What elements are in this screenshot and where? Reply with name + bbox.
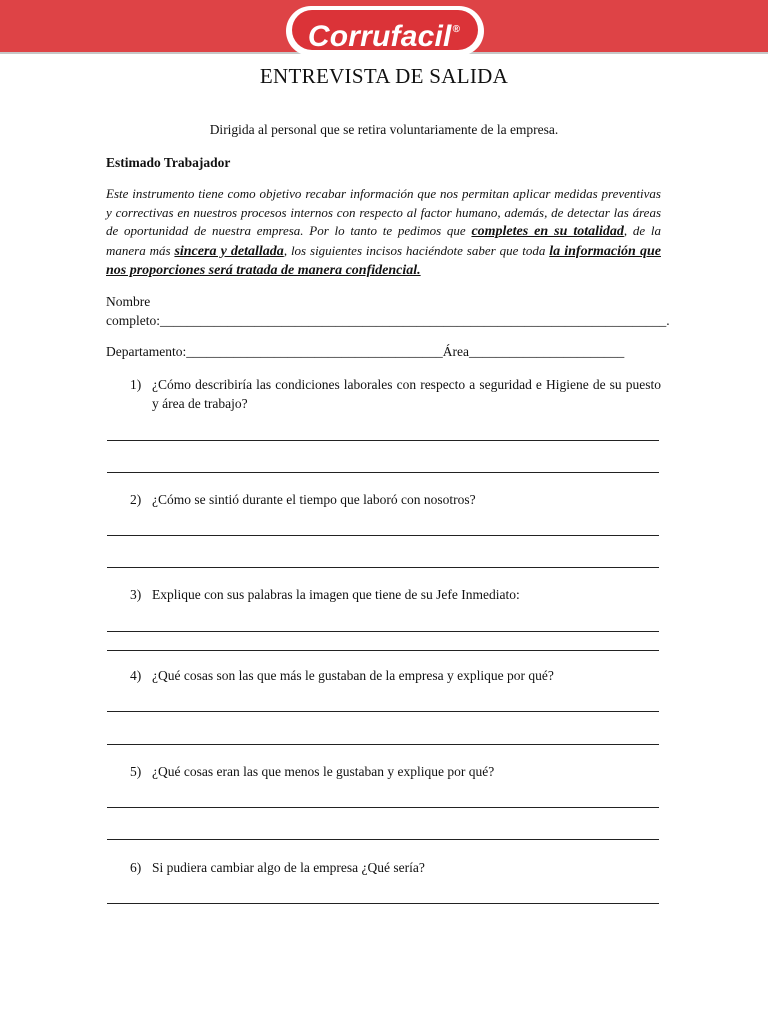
brand-logo <box>286 6 484 56</box>
department-label: Departamento: <box>106 344 187 359</box>
answer-line-2a[interactable] <box>107 535 659 536</box>
answer-line-4b[interactable] <box>107 744 659 745</box>
intro-text-1: Este instrumento tiene como objetivo recabar información que nos permitan aplicar medidas preventivas y correctivas en nuestros procesos internos con respecto al factor humano, además, de detectar las áreas de oportunidad de nuestra empresa. Por lo tanto te pedimos que <box>106 186 661 238</box>
question-number: 5) <box>130 764 142 779</box>
question-2 <box>130 490 661 509</box>
intro-emphasis-1: completes en su totalidad <box>471 224 624 239</box>
intro-emphasis-2: sincera y detallada <box>174 243 284 259</box>
area-blank[interactable]: _______________________ <box>468 344 625 359</box>
registered-mark: ® <box>452 24 461 35</box>
question-text: ¿Qué cosas eran las que menos le gustaban y explique por qué? <box>152 764 495 779</box>
question-3 <box>130 585 661 604</box>
answer-line-3a[interactable] <box>107 631 659 632</box>
answer-line-2b[interactable] <box>107 567 659 568</box>
greeting: Estimado Trabajador <box>106 155 231 170</box>
document-subtitle: Dirigida al personal que se retira voluntariamente de la empresa. <box>209 122 559 137</box>
department-area-row <box>106 344 624 360</box>
answer-line-6a[interactable] <box>107 903 659 904</box>
name-field[interactable] <box>106 292 670 330</box>
question-number: 4) <box>130 668 142 683</box>
question-5 <box>130 762 661 781</box>
question-text: ¿Qué cosas son las que más le gustaban de la empresa y explique por qué? <box>152 668 554 683</box>
intro-paragraph <box>106 185 661 281</box>
question-text: Si pudiera cambiar algo de la empresa ¿Qué sería? <box>152 860 425 875</box>
question-number: 6) <box>130 860 142 875</box>
brand-logo-badge <box>292 10 478 53</box>
answer-line-1a[interactable] <box>107 440 659 441</box>
name-label-line1: Nombre <box>106 294 151 309</box>
question-6 <box>130 858 661 877</box>
intro-text-2: , de la manera más <box>106 223 662 258</box>
name-blank[interactable]: ___________________________________________________________________________. <box>160 313 670 328</box>
department-blank[interactable]: ______________________________________ <box>186 344 443 359</box>
question-1 <box>130 375 661 413</box>
area-label: Área <box>442 344 469 359</box>
answer-line-3b[interactable] <box>107 650 659 651</box>
brand-name: Corrufacil <box>307 20 452 53</box>
answer-line-5b[interactable] <box>107 839 659 840</box>
document-title: ENTREVISTA DE SALIDA <box>259 64 509 88</box>
intro-text-3: , los siguientes incisos haciéndote saber que toda <box>283 242 550 258</box>
name-label-line2: completo: <box>106 313 160 328</box>
intro-emphasis-3: la información que nos proporciones será tratada de manera confidencial. <box>106 243 661 278</box>
question-4 <box>130 666 661 685</box>
answer-line-1b[interactable] <box>107 472 659 473</box>
question-number: 1) <box>130 377 142 392</box>
question-text: ¿Cómo se sintió durante el tiempo que laboró con nosotros? <box>152 492 476 507</box>
question-text: ¿Cómo describiría las condiciones laborales con respecto a seguridad e Higiene de su puesto y área de trabajo? <box>152 377 661 411</box>
question-text: Explique con sus palabras la imagen que tiene de su Jefe Inmediato: <box>152 587 520 602</box>
question-number: 3) <box>130 587 142 602</box>
question-number: 2) <box>130 492 142 507</box>
answer-line-4a[interactable] <box>107 711 659 712</box>
answer-line-5a[interactable] <box>107 807 659 808</box>
